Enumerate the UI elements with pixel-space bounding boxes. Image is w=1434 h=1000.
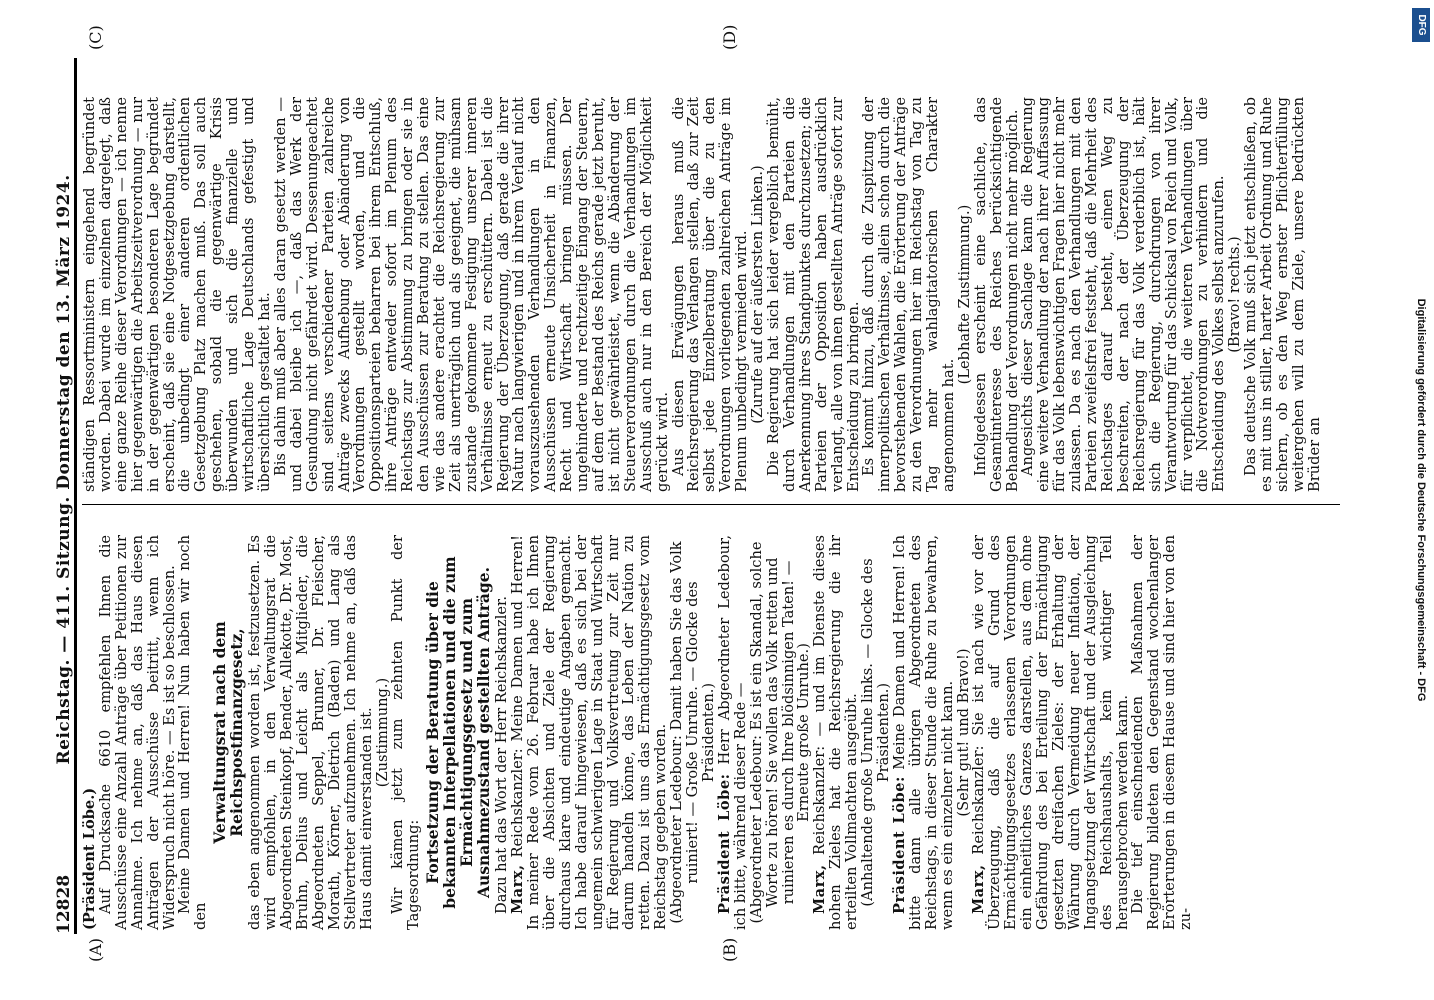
speech-text: Reichskanzler: Meine Damen und Herren! In meiner Rede vom 26. Februar habe ich Ihnen über die Absichten und Ziele der Regierung durchaus klare und eindeutige Angaben gemacht. Ich habe darauf hingewiesen, daß es sich bei der ungemein schwierigen Lage in Staat und Wirtschaft für Regierung und Volksvertretung zur Zeit nur darum handeln könne, das Leben der Nation zu retten. Dazu ist uns das Ermächtigungsgesetz vom Reichstag gegeben worden.	[509, 534, 670, 930]
paragraph: Auf Drucksache 6610 empfehlen Ihnen die Ausschüsse eine Anzahl Anträge über Petitionen zur Annahme. Ich nehme an, daß das Haus diesen Anträgen der Ausschüsse beitritt, wenn ich Widerspruch nicht höre. — Es ist so beschlossen.	[96, 535, 178, 930]
margin-marker-d: (D)	[720, 24, 739, 50]
left-column	[82, 535, 1194, 930]
credit-text: Digitalisierung gefördert durch die Deutsche Forschungsgemeinschaft - DFG	[1415, 298, 1427, 702]
speech-text: Herr Abgeordneter Ledebour, ich bitte, während dieser Rede —	[715, 534, 749, 930]
speaker-name: Marx,	[509, 864, 527, 914]
section-heading: Fortsetzung der Beratung über die bekannten Interpellationen und die zum Ermächtigungsgesetz und zum Ausnahmezustand gestellten Anträge.	[423, 556, 494, 909]
stage-direction: (Anhaltende große Unruhe links. — Glocke des Präsidenten.)	[859, 558, 892, 907]
dfg-logo-text: DFG	[1416, 14, 1427, 36]
section-heading: Verwaltungsrat nach dem Reichspostfinanzgesetz,	[210, 621, 247, 844]
paragraph: Meine Damen und Herren! Nun haben wir noch den	[176, 535, 210, 930]
speaker-name: Marx,	[811, 864, 829, 914]
paragraph: ständigen Ressortministern eingehend begründet worden. Dabei wurde im einzelnen dargelegt, daß eine ganze Reihe dieser Verordnungen — ich nenne hier gegenwärtigen die Arbeitszeitverordnung — nur in der gegenwärtigen besonderen Lage begründet erscheint, daß sie eine Notgesetzgebung darstellt, die unbedingt einer anderen ordentlichen Gesetzgebung Platz machen muß. Das soll auch geschehen, sobald die gegenwärtige Krisis überwunden und sich die finanzielle und wirtschaftliche Lage Deutschlands gefestigt und übersichtlich gestaltet hat.	[81, 97, 273, 492]
margin-marker-b: (B)	[720, 937, 739, 962]
speech-paragraph	[971, 535, 1130, 930]
speaker-name: Präsident Löbe:	[715, 773, 733, 914]
page-header	[50, 64, 74, 934]
digitization-credit	[1408, 0, 1434, 1000]
speaker-note: (Präsident Löbe.)	[81, 787, 98, 930]
speech-text: Meine Damen und Herren! Ich bitte dann alle übrigen Abgeordneten des Reichstags, in dieser Stunde die Ruhe zu bewahren, wenn es ein einzelner nicht kann.	[890, 534, 956, 930]
paragraph: Dazu hat das Wort der Herr Reichskanzler.	[493, 595, 511, 914]
paragraph: Die tief einschneidenden Maßnahmen der Regierung bildeten den Gegenstand wochenlanger Erörterungen in diesem Hause und sind hier von den zu-	[1129, 535, 1195, 930]
stage-direction: (Bravo! rechts.)	[1226, 236, 1244, 353]
speech-paragraph	[812, 535, 860, 930]
stage-direction: (Abgeordneter Ledebour: Es ist ein Skandal, solche Worte zu hören! Sie wollen das Volk retten und ruinieren es durch Ihre blödsinnigen Taten! — Erneute große Unruhe.)	[747, 541, 813, 924]
speech-paragraph	[717, 535, 749, 930]
stage-direction: (Abgeordneter Ledebour: Damit haben Sie das Volk ruiniert! — Große Unruhe. — Glocke des Präsidenten.)	[668, 541, 717, 924]
paragraph: Es kommt hinzu, daß durch die Zuspitzung der innerpolitischen Verhältnisse, allein schon durch die bevorstehenden Wahlen, die Erörterung der Anträge zu den Verordnungen hier im Reichstag von Tag zu Tag mehr wahlagitatorischen Charakter angenommen hat.	[860, 97, 957, 492]
page-number: 12828	[54, 874, 74, 934]
margin-marker-c: (C)	[86, 25, 105, 50]
speaker-name: Präsident Löbe:	[890, 776, 908, 914]
paragraph: Die Regierung hat sich leider vergeblich bemüht, durch Verhandlungen mit den Parteien die Anerkennung ihres Standpunktes durchzusetzen; die Parteien der Opposition haben ausdrücklich verlangt, alle von ihnen gestellten Anträge sofort zur Entscheidung zu bringen.	[764, 97, 862, 492]
paragraph: das eben angenommen worden ist, festzusetzen. Es wird empfohlen, in den Verwaltungsrat die Abgeordneten Steinkopf, Bender, Allekotte, Dr. Most, Bruhn, Delius und Leicht als Mitglieder, die Abgeordneten Seppel, Brunner, Dr. Fleischer, Morath, Körner, Dietrich (Baden) und Lang als Stellvertreter aufzunehmen. Ich nehme an, daß das Haus damit einverstanden ist.	[246, 535, 375, 930]
column-divider	[82, 504, 1340, 505]
speech-text: Reichskanzler: — und im Dienste dieses hohen Zieles hat die Reichsregierung die ihr erteilten Vollmachten ausgeübt.	[811, 535, 861, 930]
paragraph: Das deutsche Volk muß sich jetzt entschließen, ob es mit uns in stiller, harter Arbeit Ordnung und Ruhe sichern, ob es den Weg ernster Pflichterfüllung weitergehen will zu dem Ziele, unsere bedrückten Brüder an	[1242, 97, 1323, 492]
paragraph: Aus diesen Erwägungen heraus muß die Reichsregierung das Verlangen stellen, daß zur Zeit selbst jede Einzelberatung über die zu den Verordnungen vorliegenden zahlreichen Anträge im Plenum unbedingt vermieden wird.	[669, 97, 751, 492]
stage-direction: (Zustimmung.)	[373, 677, 391, 788]
running-title: Reichstag. — 411. Sitzung. Donnerstag den 13. März 1924.	[54, 174, 74, 765]
speech-text: Reichskanzler: Sie ist nach wie vor der Überzeugung, daß die auf Grund des Ermächtigungsgesetzes erlassenen Verordnungen ein einheitliches Ganzes darstellen, aus dem ohne Gefährdung des bei Erteilung der Ermächtigung gesetzten dreifachen Zieles: der Erhaltung der Währung durch Vermeidung neuer Inflation, der Ingangsetzung der Wirtschaft und der Ausgleichung des Reichshaushalts, kein wichtiger Teil herausgebrochen werden kann.	[970, 535, 1131, 930]
stage-direction: (Sehr gut! und Bravo!)	[954, 648, 972, 817]
speaker-name: Marx,	[970, 864, 988, 914]
speech-paragraph	[510, 535, 669, 930]
margin-marker-a: (A)	[86, 937, 105, 962]
dfg-logo	[1412, 8, 1430, 42]
stage-direction: (Zurufe auf der äußersten Linken.)	[749, 165, 767, 424]
header-rule	[74, 58, 77, 934]
paragraph: Wir kämen jetzt zum zehnten Punkt der Tagesordnung:	[389, 535, 423, 930]
paragraph: Infolgedessen erscheint eine sachliche, das Gesamtinteresse des Reiches berücksichtigende Behandlung der Verordnungen nicht mehr möglich.	[971, 97, 1021, 492]
stage-direction: (Lebhafte Zustimmung.)	[955, 204, 973, 385]
paragraph: Angesichts dieser Sachlage kann die Regierung eine weitere Verhandlung der nach ihrer Auffassung für das Volk lebenswichtigen Fragen hier nicht mehr zulassen. Da es nach den Verhandlungen mit den Parteien zweifelsfrei feststeht, daß die Mehrheit des Reichstages darauf besteht, einen Weg zu beschreiten, der nach der Überzeugung der Reichsregierung für das Volk verderblich ist, hält sich die Regierung, durchdrungen von ihrer Verantwortung für das Schicksal von Reich und Volk, für verpflichtet, die weiteren Verhandlungen über die Notverordnungen zu verhindern und die Entscheidung des Volkes selbst anzurufen.	[1019, 97, 1228, 492]
speech-paragraph	[892, 535, 956, 930]
right-column	[82, 97, 1323, 492]
paragraph: Bis dahin muß aber alles daran gesetzt werden — und dabei bleibe ich —, daß das Werk der Gesundung nicht gefährdet wird. Dessenungeachtet sind seitens verschiedener Parteien zahlreiche Anträge zwecks Aufhebung oder Abänderung von Verordnungen gestellt worden, und die Oppositionsparteien beharren bei ihrem Entschluß, ihre Anträge entweder sofort im Plenum des Reichstags zur Abstimmung zu bringen oder sie in den Ausschüssen zur Beratung zu stellen. Das eine wie das andere erachtet die Reichsregierung zur Zeit als unerträglich und als geeignet, die mühsam zustande gekommene Festigung unserer inneren Verhältnisse erneut zu erschüttern. Dabei ist die Regierung der Überzeugung, daß gerade die ihrer Natur nach langwierigen und in ihrem Verlauf nicht vorauszusehenden Verhandlungen in den Ausschüssen erneute Unsicherheit in Finanzen, Recht und Wirtschaft bringen müssen. Der ungehinderte und rechtzeitige Eingang der Steuern, auf dem der Bestand des Reichs gerade jetzt beruht, ist nicht gewährleistet, wenn die Abänderung der Steuerverordnungen durch die Verhandlungen im Ausschuß auch nur in den Bereich der Möglichkeit gerückt wird.	[271, 97, 671, 492]
